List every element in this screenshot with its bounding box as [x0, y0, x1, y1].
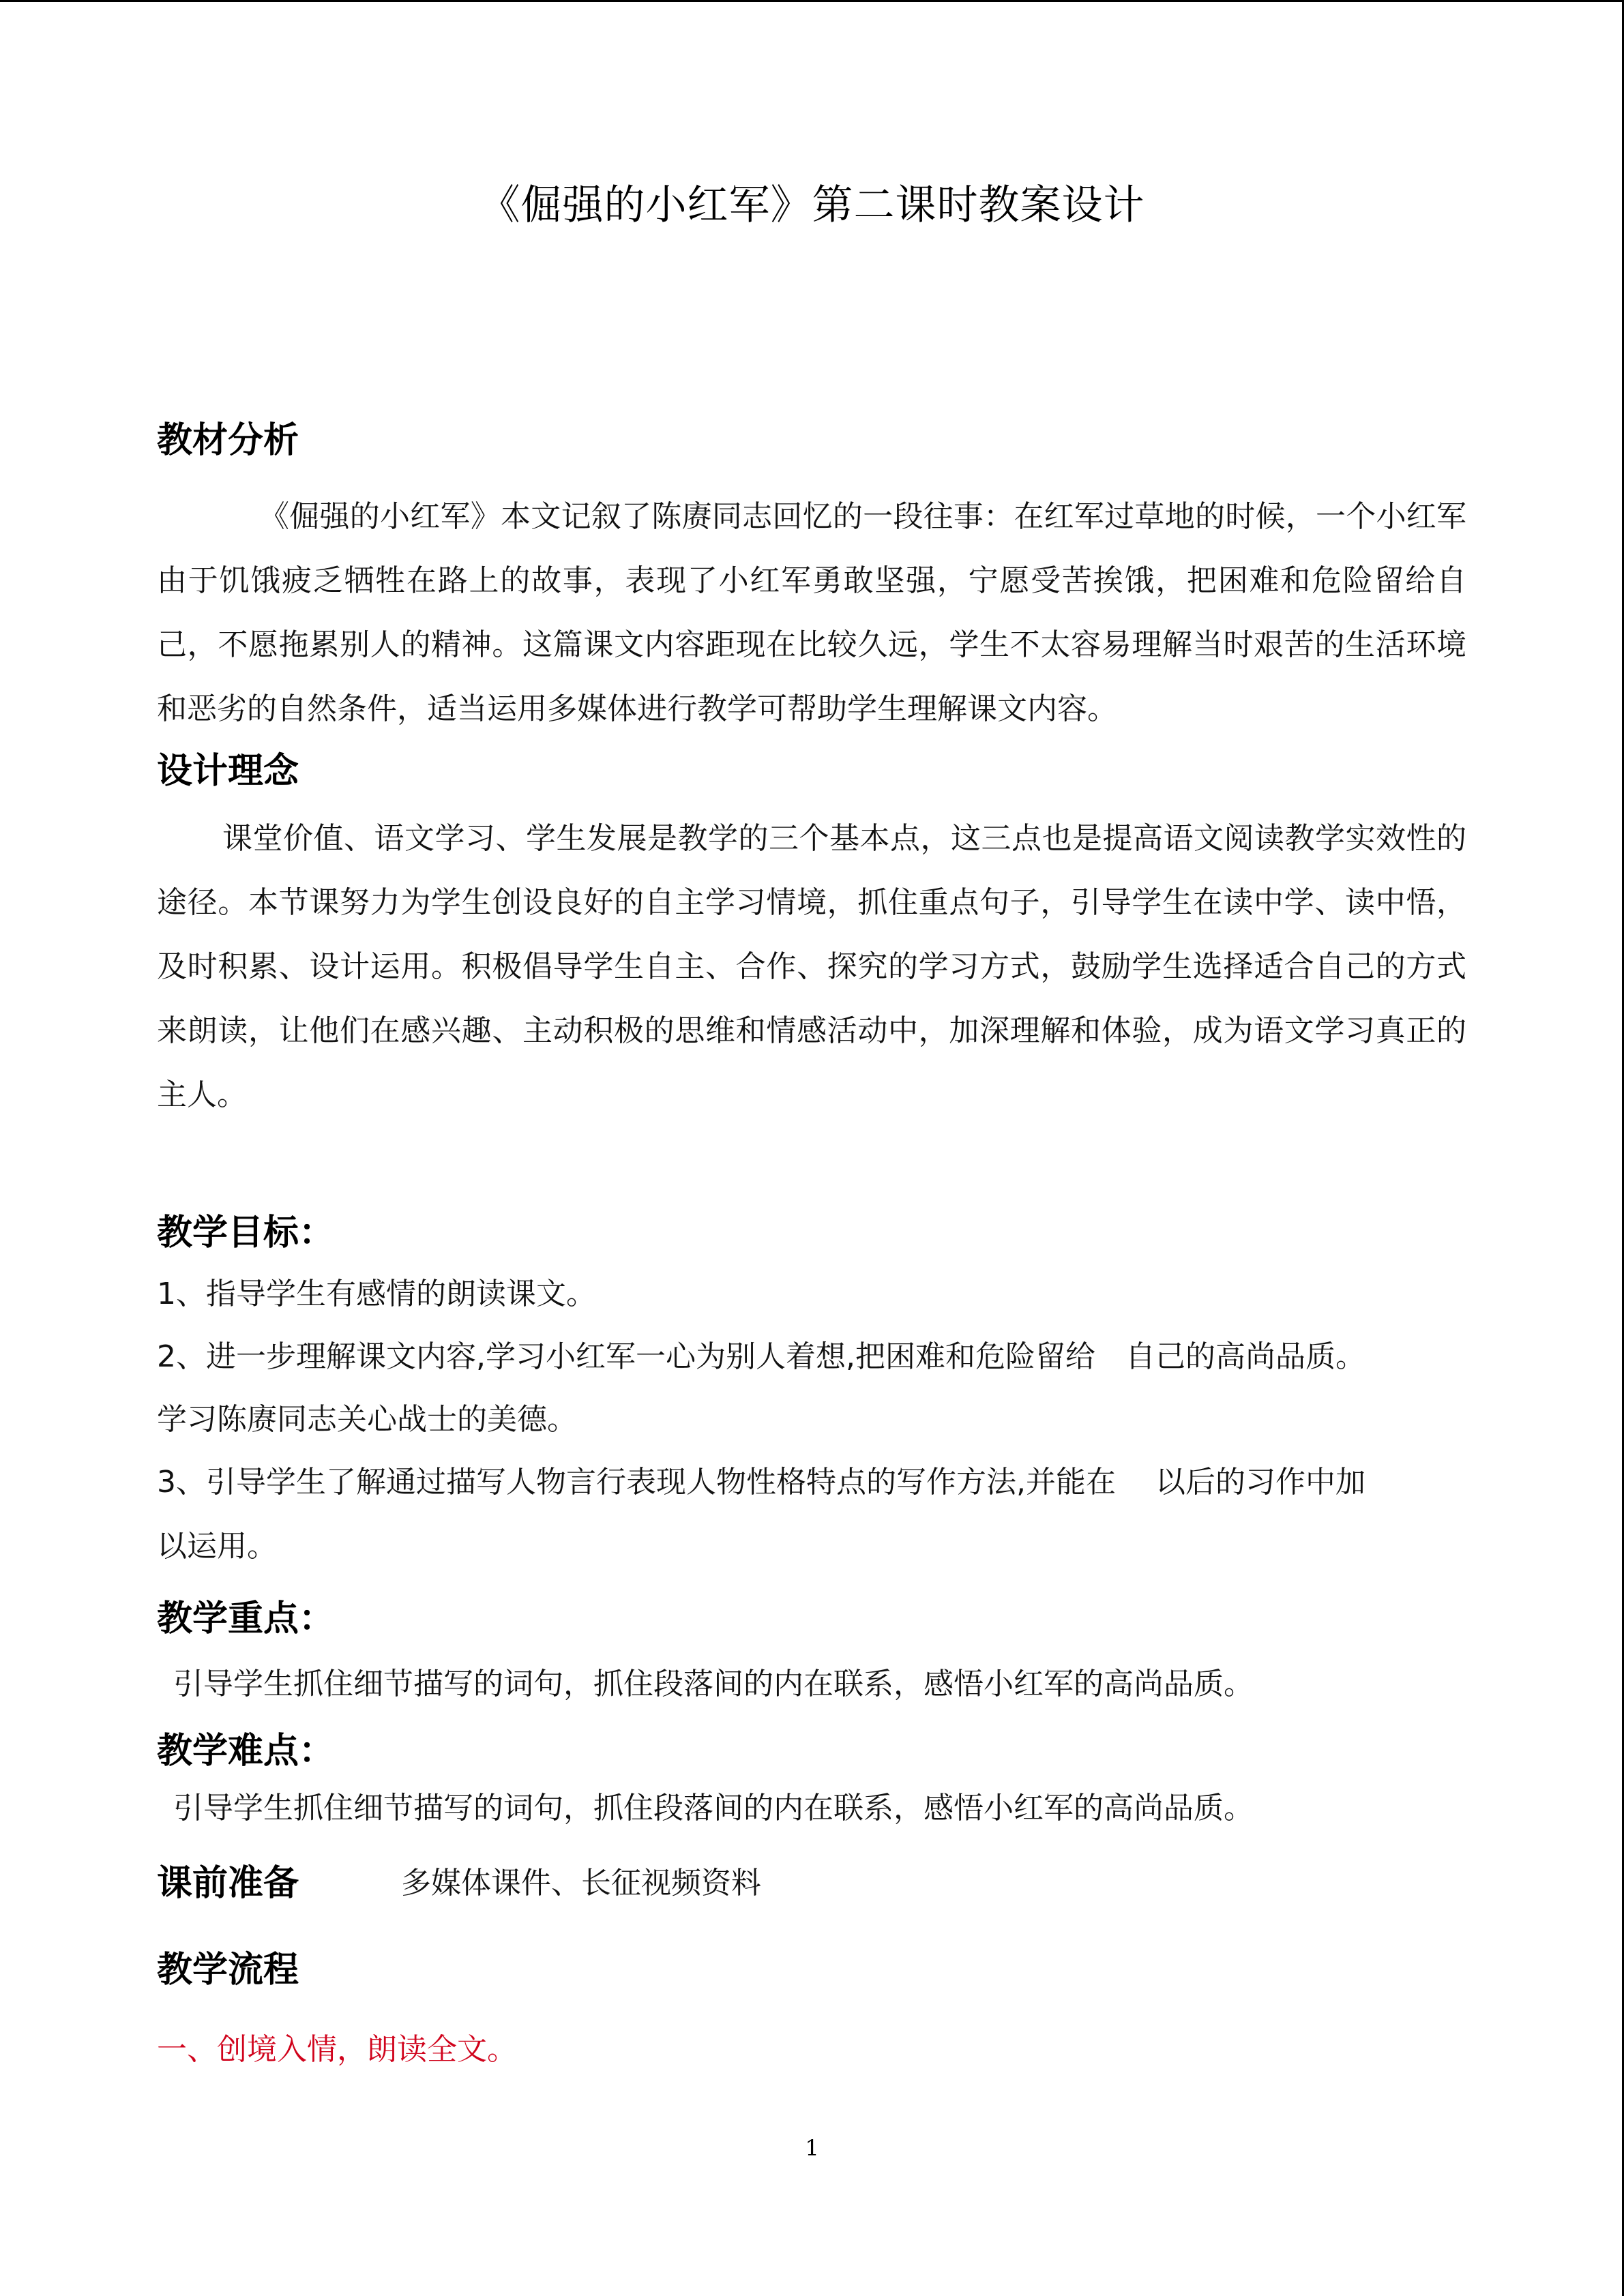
goal-item-1: 1、指导学生有感情的朗读课文。: [157, 1277, 596, 1311]
goal-item-2-line-1: 2、进一步理解课文内容,学习小红军一心为别人着想,把困难和危险留给 自己的高尚品质。: [157, 1339, 1365, 1374]
heading-analysis: 教材分析: [157, 420, 299, 461]
heading-concept: 设计理念: [157, 751, 299, 792]
goal-item-2-line-2: 学习陈赓同志关心战士的美德。: [157, 1402, 577, 1437]
heading-difficulties: 教学难点：: [157, 1731, 335, 1772]
page-number: 1: [805, 2135, 819, 2161]
key-points-text: 引导学生抓住细节描写的词句，抓住段落间的内在联系，感悟小红军的高尚品质。: [173, 1667, 1254, 1701]
document-title: 《倔强的小红军》第二课时教案设计: [479, 181, 1145, 229]
goal-item-3-line-2: 以运用。: [157, 1529, 277, 1564]
heading-process: 教学流程: [157, 1950, 299, 1991]
goal-item-3-line-1: 3、引导学生了解通过描写人物言行表现人物性格特点的写作方法,并能在 以后的习作中加: [157, 1465, 1365, 1500]
heading-goals: 教学目标：: [157, 1212, 335, 1253]
paragraph-concept: 课堂价值、语文学习、学生发展是教学的三个基本点，这三点也是提高语文阅读教学实效性的途径。本节课努力为学生创设良好的自主学习情境，抓住重点句子，引导学生在读中学、读中悟，及时积累、设计运用。积极倡导学生自主、合作、探究的学习方式，鼓励学生选择适合自己的方式来朗读，让他们在感兴趣、主动积极的思维和情感活动中，加深理解和体验，成为语文学习真正的主人。: [157, 821, 1466, 1112]
heading-preparation: 课前准备: [157, 1863, 299, 1904]
preparation-text: 多媒体课件、长征视频资料: [401, 1866, 761, 1900]
heading-key-points: 教学重点：: [157, 1598, 335, 1639]
difficulties-text: 引导学生抓住细节描写的词句，抓住段落间的内在联系，感悟小红军的高尚品质。: [173, 1791, 1254, 1825]
paragraph-analysis: 《倔强的小红军》本文记叙了陈赓同志回忆的一段往事：在红军过草地的时候，一个小红军由于饥饿疲乏牺牲在路上的故事，表现了小红军勇敢坚强，宁愿受苦挨饿，把困难和危险留给自己，不愿拖累别人的精神。这篇课文内容距现在比较久远，学生不太容易理解当时艰苦的生活环境和恶劣的自然条件，适当运用多媒体进行教学可帮助学生理解课文内容。: [157, 499, 1466, 726]
process-step-1: 一、创境入情，朗读全文。: [157, 2032, 517, 2067]
